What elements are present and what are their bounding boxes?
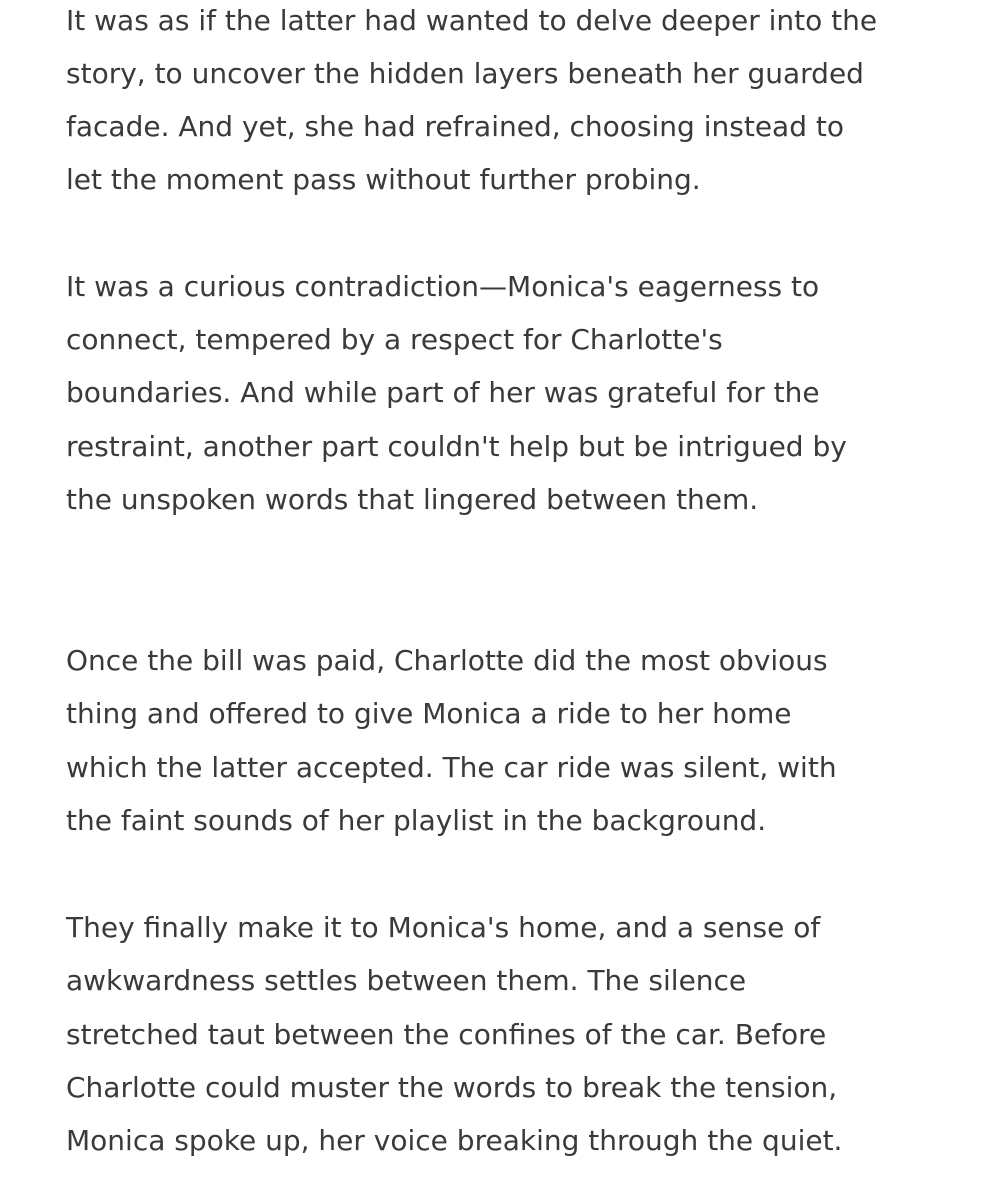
paragraph-3-line-3: which the latter accepted. The car ride was silent, with <box>66 751 837 784</box>
paragraph-1-line-3: facade. And yet, she had refrained, choosing instead to <box>66 110 844 143</box>
paragraph-1-line-4: let the moment pass without further probing. <box>66 163 701 196</box>
paragraph-1-line-1: It was as if the latter had wanted to delve deeper into the <box>66 4 878 37</box>
paragraph-4-line-3: stretched taut between the confines of the car. Before <box>66 1018 827 1051</box>
paragraph-3-line-1: Once the bill was paid, Charlotte did the most obvious <box>66 644 828 677</box>
paragraph-2-line-2: connect, tempered by a respect for Charlotte's <box>66 323 723 356</box>
paragraph-1-line-2: story, to uncover the hidden layers beneath her guarded <box>66 57 864 90</box>
paragraph-2-line-1: It was a curious contradiction—Monica's eagerness to <box>66 270 820 303</box>
paragraph-4-line-4: Charlotte could muster the words to break the tension, <box>66 1071 838 1104</box>
paragraph-3-line-2: thing and offered to give Monica a ride to her home <box>66 697 792 730</box>
paragraph-4-line-2: awkwardness settles between them. The silence <box>66 964 747 997</box>
paragraph-4-line-1: They finally make it to Monica's home, and a sense of <box>66 911 821 944</box>
paragraph-2-line-5: the unspoken words that lingered between them. <box>66 483 759 516</box>
paragraph-2-line-4: restraint, another part couldn't help but be intrigued by <box>66 430 847 463</box>
paragraph-3-line-4: the faint sounds of her playlist in the background. <box>66 804 767 837</box>
paragraph-4-line-5: Monica spoke up, her voice breaking through the quiet. <box>66 1124 843 1157</box>
paragraph-2-line-3: boundaries. And while part of her was grateful for the <box>66 376 820 409</box>
